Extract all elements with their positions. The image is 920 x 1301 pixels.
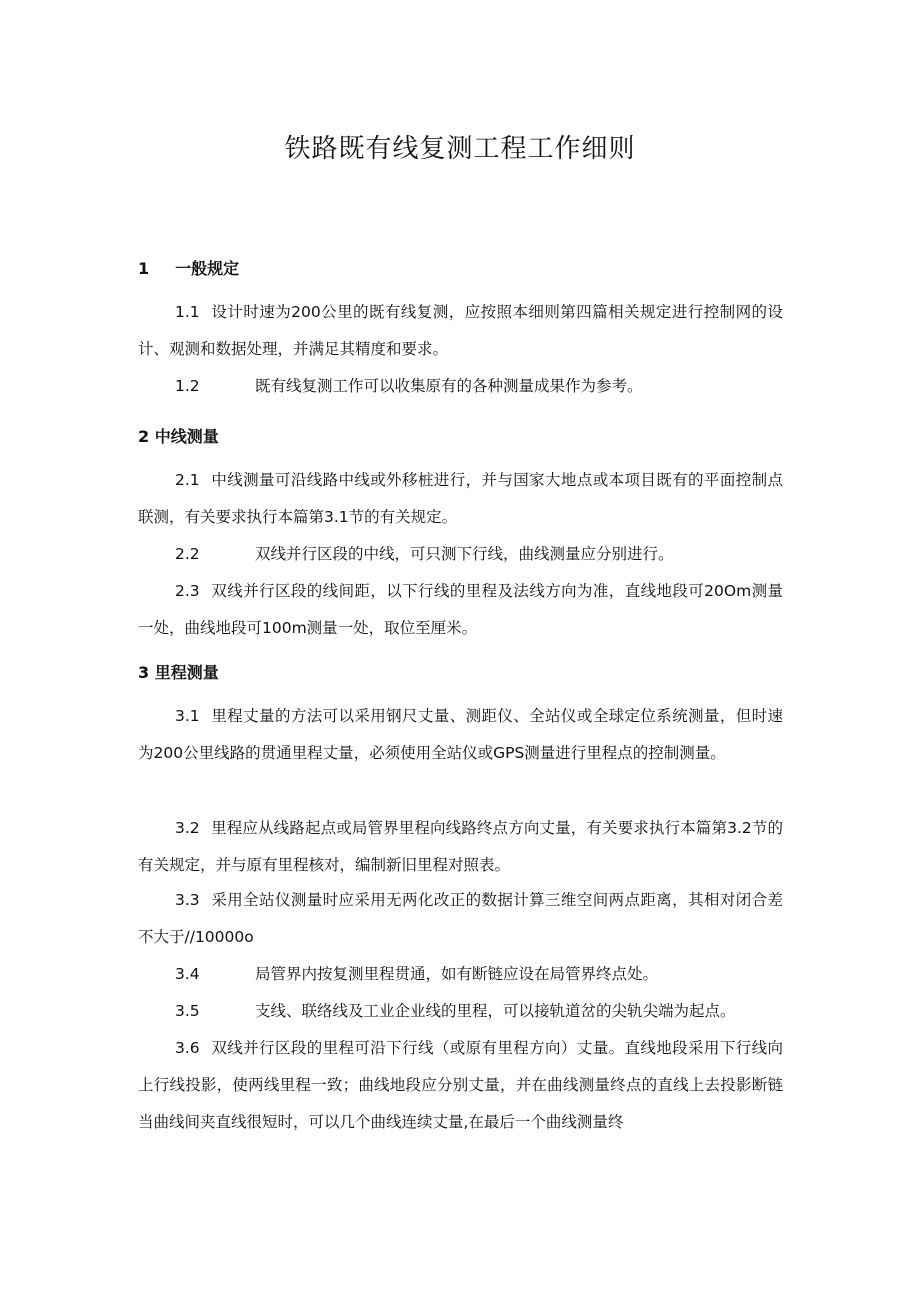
paragraph-2-1	[138, 462, 783, 536]
paragraph-2-2	[138, 536, 783, 573]
section-title: 里程测量	[154, 663, 219, 682]
paragraph-number: 3.5	[175, 1002, 200, 1020]
paragraph-number: 3.1	[175, 707, 200, 725]
paragraph-text: 局管界内按复测里程贯通，如有断链应设在局管界终点处。	[255, 965, 659, 983]
section-heading-1	[138, 256, 239, 279]
paragraph-3-4	[138, 956, 783, 993]
paragraph-3-1	[138, 698, 783, 772]
paragraph-text: 里程丈量的方法可以采用钢尺丈量、测距仪、全站仪或全球定位系统测量，但时速为200公里线路的贯通里程丈量，必须使用全站仪或GPS测量进行里程点的控制测量。	[138, 707, 783, 762]
paragraph-text: 设计时速为200公里的既有线复测，应按照本细则第四篇相关规定进行控制网的设计、观测和数据处理，并满足其精度和要求。	[138, 303, 783, 358]
paragraph-number: 2.3	[175, 582, 200, 600]
paragraph-text: 既有线复测工作可以收集原有的各种测量成果作为参考。	[255, 377, 643, 395]
paragraph-text: 采用全站仪测量时应采用无两化改正的数据计算三维空间两点距离，其相对闭合差不大于∕∕10000o	[138, 891, 783, 946]
paragraph-number: 3.4	[175, 965, 200, 983]
section-number: 1	[138, 259, 150, 278]
paragraph-text: 支线、联络线及工业企业线的里程，可以接轨道岔的尖轨尖端为起点。	[255, 1002, 736, 1020]
section-heading-3	[138, 660, 219, 683]
paragraph-number: 2.2	[175, 545, 200, 563]
section-title: 中线测量	[154, 427, 219, 446]
paragraph-text: 双线并行区段的中线，可只测下行线，曲线测量应分别进行。	[255, 545, 674, 563]
paragraph-text: 里程应从线路起点或局管界里程向线路终点方向丈量，有关要求执行本篇第3.2节的有关规定，并与原有里程核对，编制新旧里程对照表。	[138, 819, 783, 874]
paragraph-3-6	[138, 1030, 783, 1141]
paragraph-3-2	[138, 810, 783, 884]
paragraph-number: 3.6	[175, 1039, 200, 1057]
paragraph-3-5	[138, 993, 783, 1030]
paragraph-1-1	[138, 294, 783, 368]
paragraph-1-2	[138, 368, 783, 405]
document-title: 铁路既有线复测工程工作细则	[284, 134, 636, 164]
paragraph-number: 3.2	[175, 819, 200, 837]
paragraph-3-3	[138, 882, 783, 956]
paragraph-number: 1.1	[175, 303, 200, 321]
paragraph-number: 2.1	[175, 471, 200, 489]
section-title: 一般规定	[175, 259, 240, 278]
paragraph-number: 3.3	[175, 891, 200, 909]
paragraph-2-3	[138, 573, 783, 647]
paragraph-text: 双线并行区段的线间距，以下行线的里程及法线方向为准，直线地段可20Om测量一处，曲线地段可100m测量一处，取位至厘米。	[138, 582, 783, 637]
section-number: 3	[138, 663, 150, 682]
section-heading-2	[138, 424, 219, 447]
paragraph-text: 中线测量可沿线路中线或外移桩进行，并与国家大地点或本项目既有的平面控制点联测，有关要求执行本篇第3.1节的有关规定。	[138, 471, 783, 526]
paragraph-number: 1.2	[175, 377, 200, 395]
paragraph-text: 双线并行区段的里程可沿下行线（或原有里程方向）丈量。直线地段采用下行线向上行线投影，使两线里程一致；曲线地段应分别丈量，并在曲线测量终点的直线上去投影断链当曲线间夹直线很短时，可以几个曲线连续丈量,在最后一个曲线测量终	[138, 1039, 783, 1131]
section-number: 2	[138, 427, 150, 446]
